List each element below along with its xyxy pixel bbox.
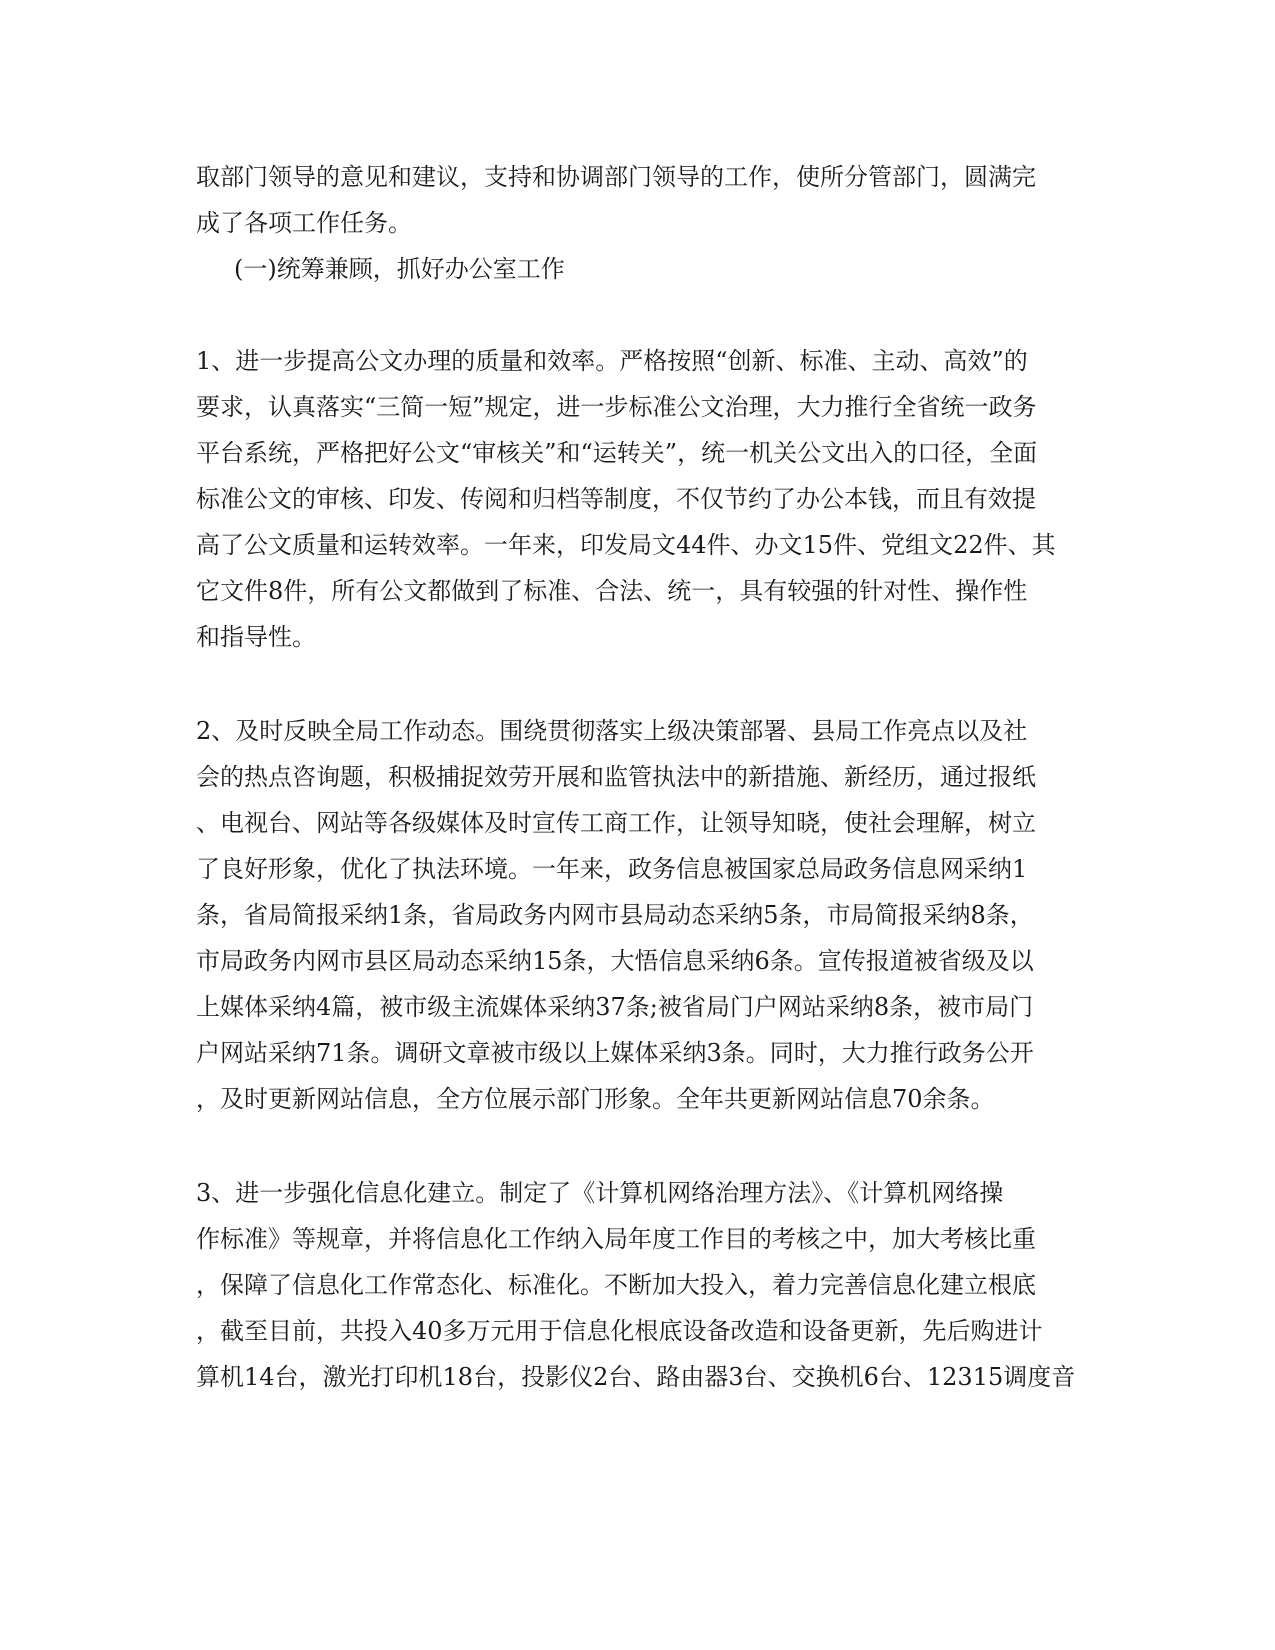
- intro-line: 成了各项工作任务。: [196, 209, 412, 237]
- paragraph-1-line: 要求，认真落实“三简一短”规定，进一步标准公文治理，大力推行全省统一政务: [196, 393, 1037, 421]
- paragraph-3-line: ，保障了信息化工作常态化、标准化。不断加大投入，着力完善信息化建立根底: [196, 1271, 1036, 1299]
- paragraph-1-line: 它文件8件，所有公文都做到了标准、合法、统一，具有较强的针对性、操作性: [196, 577, 1028, 605]
- paragraph-2-line: ，及时更新网站信息，全方位展示部门形象。全年共更新网站信息70余条。: [196, 1085, 995, 1113]
- paragraph-1-line: 标准公文的审核、印发、传阅和归档等制度，不仅节约了办公本钱，而且有效提: [196, 485, 1036, 513]
- paragraph-2-line: 上媒体采纳4篇，被市级主流媒体采纳37条;被省局门户网站采纳8条，被市局门: [196, 993, 1034, 1021]
- paragraph-2-line: 了良好形象，优化了执法环境。一年来，政务信息被国家总局政务信息网采纳1: [196, 855, 1028, 883]
- paragraph-2-line: 、电视台、网站等各级媒体及时宣传工商工作，让领导知晓，使社会理解，树立: [196, 809, 1036, 837]
- paragraph-1-line: 1、进一步提高公文办理的质量和效率。严格按照“创新、标准、主动、高效”的: [196, 347, 1028, 375]
- paragraph-3-line: 作标准》等规章，并将信息化工作纳入局年度工作目的考核之中，加大考核比重: [196, 1225, 1036, 1253]
- paragraph-2-line: 会的热点咨询题，积极捕捉效劳开展和监管执法中的新措施、新经历，通过报纸: [196, 763, 1036, 791]
- paragraph-3-line: 3、进一步强化信息化建立。制定了《计算机网络治理方法》、《计算机网络操: [196, 1179, 1004, 1207]
- paragraph-2-line: 户网站采纳71条。调研文章被市级以上媒体采纳3条。同时，大力推行政务公开: [196, 1039, 1034, 1067]
- paragraph-2-line: 市局政务内网市县区局动态采纳15条，大悟信息采纳6条。宣传报道被省级及以: [196, 947, 1034, 975]
- intro-line: 取部门领导的意见和建议，支持和协调部门领导的工作，使所分管部门，圆满完: [196, 163, 1036, 191]
- paragraph-2-line: 条，省局简报采纳1条，省局政务内网市县局动态采纳5条，市局简报采纳8条，: [196, 901, 1034, 929]
- paragraph-1-line: 平台系统，严格把好公文“审核关”和“运转关”，统一机关公文出入的口径，全面: [196, 439, 1038, 467]
- paragraph-1-line: 高了公文质量和运转效率。一年来，印发局文44件、办文15件、党组文22件、其: [196, 531, 1056, 559]
- paragraph-3-line: ，截至目前，共投入40多万元用于信息化根底设备改造和设备更新，先后购进计: [196, 1317, 1043, 1345]
- paragraph-1-line: 和指导性。: [196, 623, 316, 651]
- paragraph-2-line: 2、及时反映全局工作动态。围绕贯彻落实上级决策部署、县局工作亮点以及社: [196, 717, 1028, 745]
- paragraph-3-line: 算机14台，激光打印机18台，投影仪2台、路由器3台、交换机6台、12315调度音: [196, 1363, 1076, 1391]
- section-heading: (一)统筹兼顾，抓好办公室工作: [234, 255, 565, 283]
